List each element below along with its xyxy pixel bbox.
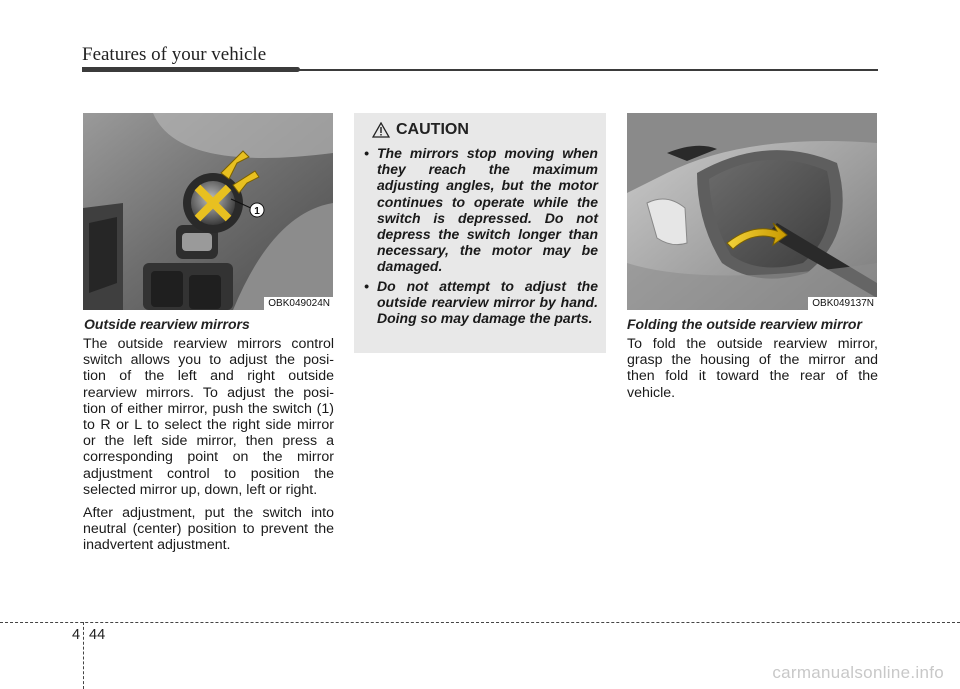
caution-item-text: Do not attempt to adjust the outside rearview mirror by hand. Doing so may damage the parts. xyxy=(377,277,598,327)
caution-item xyxy=(364,278,598,327)
footer-divider xyxy=(83,622,84,689)
section-title-outside-mirrors: Outside rearview mirrors xyxy=(84,316,250,332)
callout-1-label: 1 xyxy=(254,206,260,217)
header-rule-thick xyxy=(82,67,300,72)
watermark: carmanualsonline.info xyxy=(772,663,944,682)
paragraph: After adjustment, put the switch into neutral (center) position to prevent the inadvertent adjustment. xyxy=(83,505,334,554)
body-text-left xyxy=(83,336,334,561)
chapter-number: 4 xyxy=(72,627,81,643)
footer-rule xyxy=(0,622,960,623)
caution-box xyxy=(354,113,606,353)
warning-icon xyxy=(372,122,390,138)
mirror-switch-illustration xyxy=(83,113,333,310)
figure-mirror-switch xyxy=(83,113,333,310)
caution-header xyxy=(372,121,598,139)
section-title-folding-mirror: Folding the outside rearview mirror xyxy=(627,316,862,332)
bullet-icon: • xyxy=(364,145,369,161)
body-text-right xyxy=(627,336,878,408)
page-number: 44 xyxy=(89,627,106,643)
paragraph: To fold the outside rearview mirror, grasp the housing of the mirror and then fold it toward the rear of the vehicle. xyxy=(627,336,878,401)
caution-title: CAUTION xyxy=(396,121,469,138)
figure-code-right: OBK049137N xyxy=(808,297,877,310)
figure-folding-mirror xyxy=(627,113,877,310)
bullet-icon: • xyxy=(364,277,369,294)
figure-code-left: OBK049024N xyxy=(264,297,333,310)
caution-list xyxy=(364,145,598,326)
folding-mirror-illustration xyxy=(627,113,877,310)
header-rule-thin xyxy=(298,69,878,71)
caution-item xyxy=(364,145,598,275)
caution-item-text: The mirrors stop moving when they reach the maximum adjusting angles, but the motor continues to operate while the switch is depressed. Do not depress the switch longer than necessary, the motor may be damaged. xyxy=(377,145,598,275)
header-title: Features of your vehicle xyxy=(82,44,267,65)
paragraph: The outside rearview mirrors control switch allows you to adjust the posi- tion of the left and right outside rearview mirrors. To adjust the posi- tion of either mirror, push the switch (1) to R or L to select the right side mirror or the left side mirror, then press a corresponding point on the mirror adjustment control to position the selected mirror up, down, left or right. xyxy=(83,336,334,498)
